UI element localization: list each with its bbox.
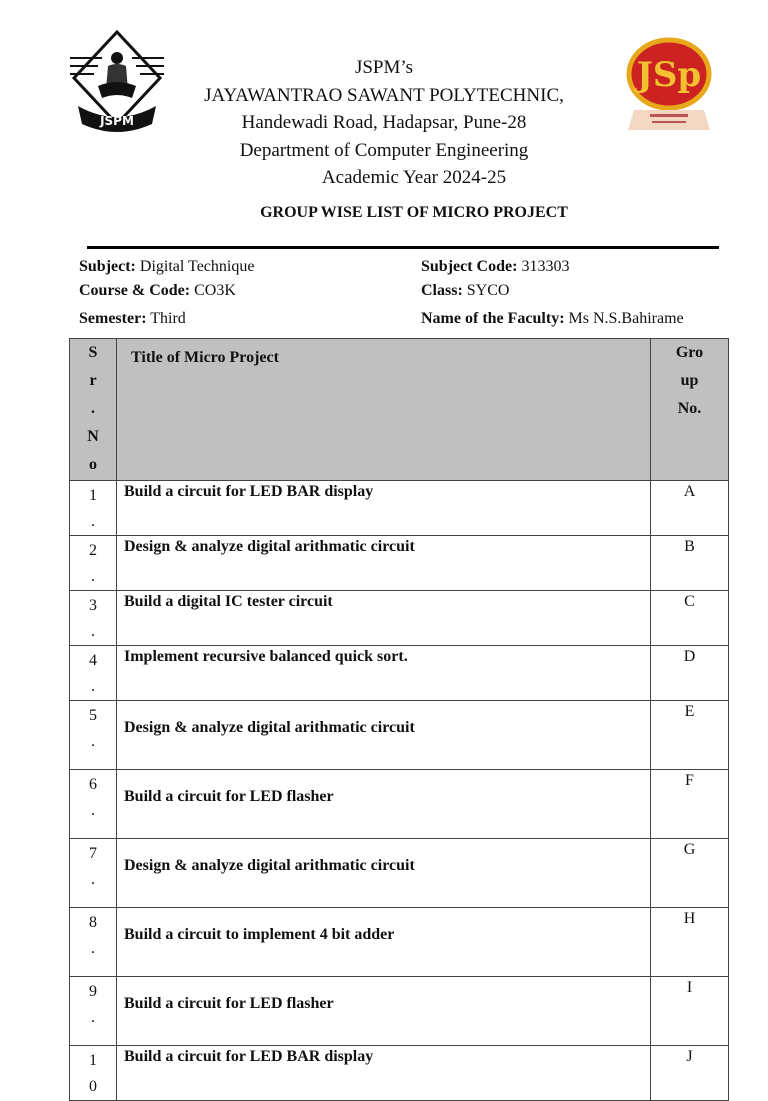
sr-no-cell bbox=[70, 770, 117, 839]
faculty-value: Ms N.S.Bahirame bbox=[564, 310, 684, 327]
svg-text:JSp: JSp bbox=[636, 55, 702, 95]
class-label: Class: bbox=[421, 282, 463, 299]
sr-no-part: 7 bbox=[89, 845, 97, 862]
sr-header-char: r bbox=[89, 372, 97, 389]
sr-no-cell bbox=[70, 908, 117, 977]
col-header-title: Title of Micro Project bbox=[117, 339, 651, 481]
col-header-sr-no bbox=[70, 339, 117, 481]
group-no-cell: I bbox=[651, 977, 729, 1046]
class-field bbox=[421, 281, 509, 301]
project-title-cell: Design & analyze digital arithmatic circuit bbox=[117, 536, 651, 591]
project-title-cell: Build a circuit for LED BAR display bbox=[117, 481, 651, 536]
sr-no-part: . bbox=[91, 871, 95, 888]
group-header-part: up bbox=[680, 372, 699, 389]
group-no-cell: B bbox=[651, 536, 729, 591]
sr-no-part: . bbox=[91, 1009, 95, 1026]
group-no-cell: C bbox=[651, 591, 729, 646]
department-name: Department of Computer Engineering bbox=[239, 140, 529, 161]
subject-field bbox=[79, 257, 254, 277]
sr-no-cell bbox=[70, 481, 117, 536]
sr-header-char: S bbox=[88, 344, 98, 361]
sr-no-part: . bbox=[91, 940, 95, 957]
sr-no-part: 3 bbox=[89, 597, 97, 614]
sr-no-cell bbox=[70, 536, 117, 591]
faculty-label: Name of the Faculty: bbox=[421, 310, 565, 327]
semester-field bbox=[79, 309, 186, 329]
project-title-cell: Build a digital IC tester circuit bbox=[117, 591, 651, 646]
class-value: SYCO bbox=[462, 282, 510, 299]
sr-no-part: 1 bbox=[89, 487, 97, 504]
sr-no-part: 8 bbox=[89, 914, 97, 931]
sr-no-part: . bbox=[91, 678, 95, 695]
project-title-cell: Build a circuit for LED BAR display bbox=[117, 1046, 651, 1101]
sr-no-cell bbox=[70, 839, 117, 908]
sr-header-char: N bbox=[87, 428, 99, 445]
sr-no-part: 4 bbox=[89, 652, 97, 669]
col-header-group-no bbox=[651, 339, 729, 481]
document-title: GROUP WISE LIST OF MICRO PROJECT bbox=[260, 204, 568, 221]
sr-no-cell bbox=[70, 977, 117, 1046]
sr-no-cell bbox=[70, 1046, 117, 1101]
group-no-cell: H bbox=[651, 908, 729, 977]
subject-label: Subject: bbox=[79, 258, 136, 275]
institute-group: JSPM’s bbox=[354, 57, 414, 78]
semester-value: Third bbox=[146, 310, 186, 327]
project-title-cell: Design & analyze digital arithmatic circuit bbox=[117, 839, 651, 908]
course-field bbox=[79, 281, 236, 301]
sr-no-part: 6 bbox=[89, 776, 97, 793]
table-row bbox=[70, 701, 729, 770]
table-row bbox=[70, 1046, 729, 1101]
sr-no-cell bbox=[70, 646, 117, 701]
table-row bbox=[70, 591, 729, 646]
group-no-cell: G bbox=[651, 839, 729, 908]
sr-no-part: 2 bbox=[89, 542, 97, 559]
project-title-cell: Build a circuit for LED flasher bbox=[117, 770, 651, 839]
project-title-cell: Implement recursive balanced quick sort. bbox=[117, 646, 651, 701]
group-no-cell: D bbox=[651, 646, 729, 701]
table-row bbox=[70, 536, 729, 591]
group-no-cell: A bbox=[651, 481, 729, 536]
group-header-part: No. bbox=[677, 400, 702, 417]
project-title-cell: Build a circuit for LED flasher bbox=[117, 977, 651, 1046]
subject-code-value: 313303 bbox=[517, 258, 570, 275]
academic-year: Academic Year 2024-25 bbox=[321, 167, 507, 188]
table-row bbox=[70, 839, 729, 908]
semester-label: Semester: bbox=[79, 310, 147, 327]
table-row bbox=[70, 770, 729, 839]
sr-no-part: 9 bbox=[89, 983, 97, 1000]
sr-no-part: . bbox=[91, 802, 95, 819]
table-row bbox=[70, 481, 729, 536]
header-divider bbox=[87, 246, 719, 249]
project-title-cell: Design & analyze digital arithmatic circuit bbox=[117, 701, 651, 770]
group-no-cell: E bbox=[651, 701, 729, 770]
subject-value: Digital Technique bbox=[135, 258, 255, 275]
institute-name: JAYAWANTRAO SAWANT POLYTECHNIC, bbox=[204, 85, 564, 106]
group-no-cell: J bbox=[651, 1046, 729, 1101]
sr-header-char: o bbox=[89, 456, 97, 473]
subject-code-field bbox=[421, 257, 569, 277]
group-no-cell: F bbox=[651, 770, 729, 839]
sr-no-part: . bbox=[91, 513, 95, 530]
table-row bbox=[70, 908, 729, 977]
sr-no-part: . bbox=[91, 623, 95, 640]
sr-header-char: . bbox=[91, 400, 95, 417]
course-value: CO3K bbox=[190, 282, 236, 299]
sr-no-part: 5 bbox=[89, 707, 97, 724]
group-header-part: Gro bbox=[675, 344, 704, 361]
table-row bbox=[70, 977, 729, 1046]
sr-no-part: . bbox=[91, 733, 95, 750]
subject-code-label: Subject Code: bbox=[421, 258, 518, 275]
micro-project-table bbox=[69, 338, 729, 1101]
sr-no-part: 1 bbox=[89, 1052, 97, 1069]
svg-text:JSPM: JSPM bbox=[100, 114, 134, 128]
sr-no-part: . bbox=[91, 568, 95, 585]
sr-no-cell bbox=[70, 701, 117, 770]
course-label: Course & Code: bbox=[79, 282, 191, 299]
faculty-field bbox=[421, 309, 684, 329]
project-title-cell: Build a circuit to implement 4 bit adder bbox=[117, 908, 651, 977]
sr-no-part: 0 bbox=[89, 1078, 97, 1095]
table-header-row bbox=[70, 339, 729, 481]
sr-no-cell bbox=[70, 591, 117, 646]
table-row bbox=[70, 646, 729, 701]
institute-address: Handewadi Road, Hadapsar, Pune-28 bbox=[241, 112, 527, 133]
